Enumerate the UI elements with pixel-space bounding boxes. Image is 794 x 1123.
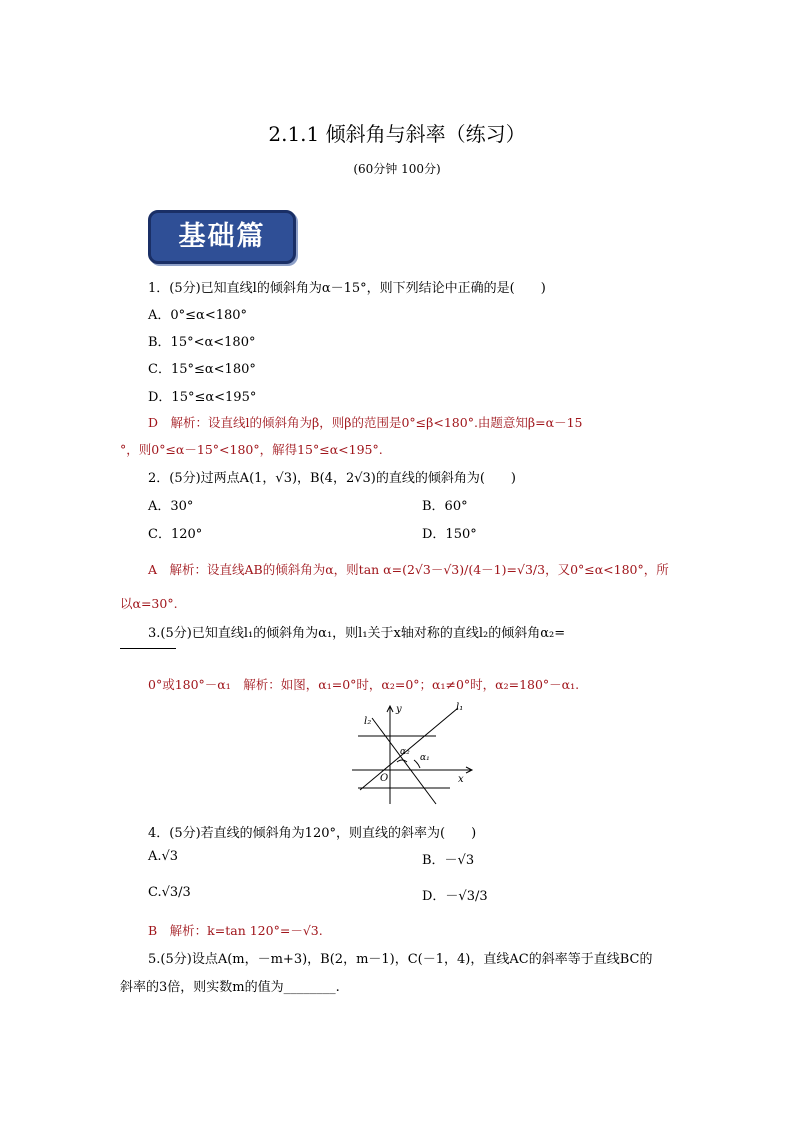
q4-option-d: D．－√3/3 (422, 889, 488, 904)
q4-stem: 4．(5分)若直线的倾斜角为120°，则直线的斜率为( ) (148, 826, 477, 841)
q3-figure (340, 696, 480, 808)
q2-answer-line1: A 解析：设直线AB的倾斜角为α，则tan α=(2√3－√3)/(4－1)=√3/3，又0°≤α<180°，所 (148, 562, 669, 577)
page-subtitle: (60分钟 100分) (353, 162, 441, 176)
q4-option-a: A.√3 (148, 849, 179, 864)
label-origin: O (380, 773, 389, 784)
label-l2: l₂ (364, 716, 372, 727)
label-x: x (458, 774, 464, 785)
q1-stem: 1．(5分)已知直线l的倾斜角为α－15°，则下列结论中正确的是( ) (148, 281, 546, 296)
q2-option-c: C．120° (148, 527, 203, 542)
q1-option-a: A．0°≤α<180° (148, 308, 248, 323)
q4-option-b: B．－√3 (422, 853, 475, 868)
q1-option-b: B．15°<α<180° (148, 335, 256, 350)
angle-alpha2-arc (397, 760, 407, 762)
q2-answer-line2: 以α=30°. (120, 596, 178, 611)
q1-answer-line1: D 解析：设直线l的倾斜角为β，则β的范围是0°≤β<180°.由题意知β=α－15 (148, 415, 583, 430)
q2-option-a: A．30° (148, 499, 194, 514)
page-title: 2.1.1 倾斜角与斜率（练习） (268, 122, 526, 146)
label-y: y (396, 704, 402, 715)
label-alpha1: α₁ (420, 753, 430, 763)
q4-option-c: C.√3/3 (148, 885, 191, 900)
q4-answer: B 解析：k=tan 120°=－√3. (148, 923, 323, 938)
q2-option-d: D．150° (422, 527, 477, 542)
q5-stem-line2: 斜率的3倍，则实数m的值为________. (120, 980, 340, 995)
q1-option-c: C．15°≤α<180° (148, 362, 256, 377)
q3-answer: 0°或180°－α₁ 解析：如图，α₁=0°时，α₂=0°；α₁≠0°时，α₂=180°－α₁. (148, 677, 580, 692)
label-alpha2: α₂ (400, 747, 410, 757)
q3-blank (120, 648, 176, 649)
q1-option-d: D．15°≤α<195° (148, 390, 257, 405)
label-l1: l₁ (456, 702, 464, 713)
q2-option-b: B．60° (422, 499, 468, 514)
q3-stem: 3.(5分)已知直线l₁的倾斜角为α₁，则l₁关于x轴对称的直线l₂的倾斜角α₂= (148, 626, 566, 641)
section-badge: 基础篇 (148, 210, 296, 264)
q5-stem-line1: 5.(5分)设点A(m，－m+3)，B(2，m－1)，C(－1，4)，直线AC的斜率等于直线BC的 (148, 952, 653, 967)
q1-answer-line2: °，则0°≤α－15°<180°，解得15°≤α<195°. (120, 442, 383, 457)
q2-stem: 2．(5分)过两点A(1，√3)，B(4，2√3)的直线的倾斜角为( ) (148, 471, 516, 486)
